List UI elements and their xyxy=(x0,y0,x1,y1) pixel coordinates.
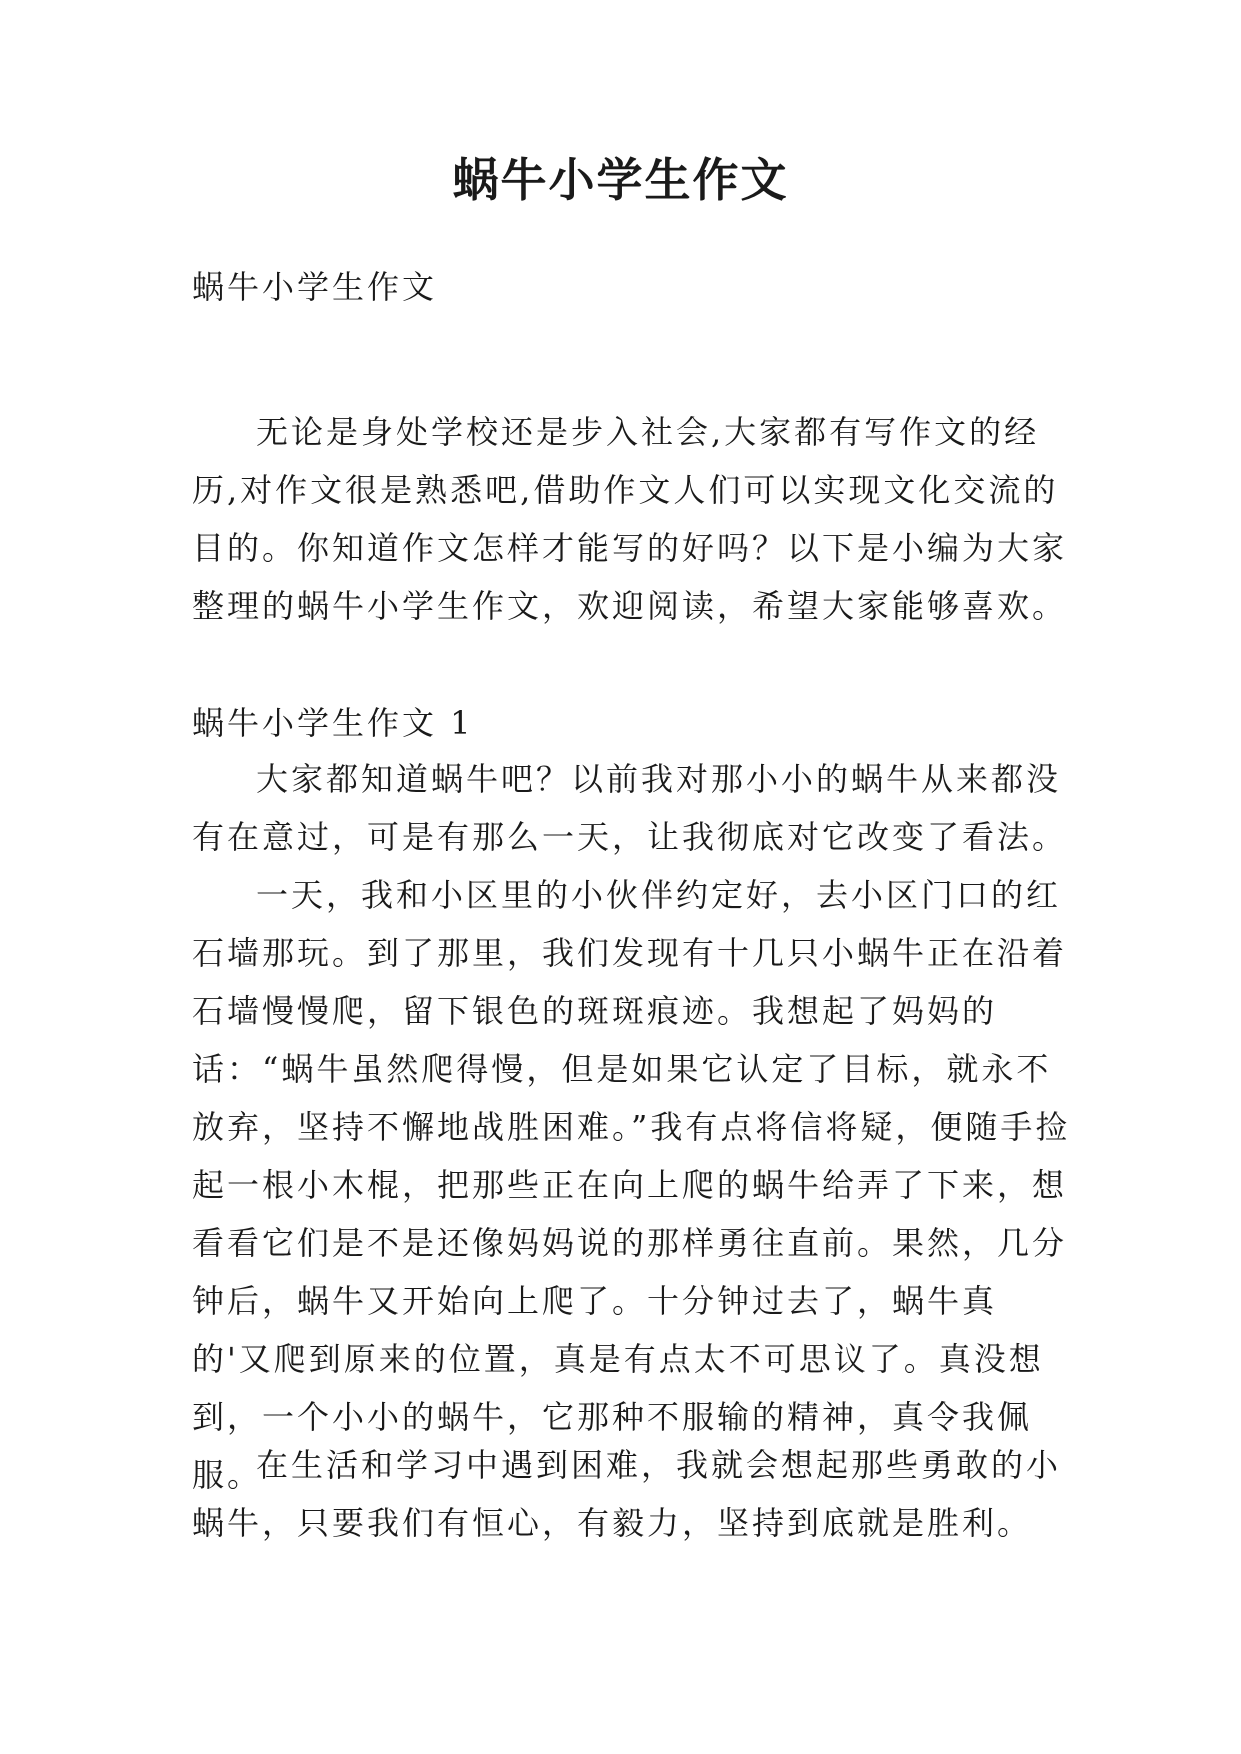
section-heading: 蜗牛小学生作文 1 xyxy=(192,704,474,742)
intro-paragraph: 无论是身处学校还是步入社会,大家都有写作文的经历,对作文很是熟悉吧,借助作文人们可以实现文化交流的目的。你知道作文怎样才能写的好吗？以下是小编为大家整理的蜗牛小学生作文，欢迎阅读，希望大家能够喜欢。 xyxy=(192,413,1068,625)
body-paragraph-1: 大家都知道蜗牛吧？以前我对那小小的蜗牛从来都没有在意过，可是有那么一天，让我彻底对它改变了看法。 xyxy=(192,760,1068,856)
document-title: 蜗牛小学生作文 xyxy=(452,153,789,207)
document-subtitle: 蜗牛小学生作文 xyxy=(192,268,438,306)
body-paragraph-2: 一天，我和小区里的小伙伴约定好，去小区门口的红石墙那玩。到了那里，我们发现有十几只小蜗牛正在沿着石墙慢慢爬，留下银色的斑斑痕迹。我想起了妈妈的话：“蜗牛虽然爬得慢，但是如果它认定了目标，就永不放弃，坚持不懈地战胜困难。”我有点将信将疑，便随手捡起一根小木棍，把那些正在向上爬的蜗牛给弄了下来，想看看它们是不是还像妈妈说的那样勇往直前。果然，几分钟后，蜗牛又开始向上爬了。十分钟过去了，蜗牛真的'又爬到原来的位置，真是有点太不可思议了。真没想到，一个小小的蜗牛，它那种不服输的精神，真令我佩服。 xyxy=(192,876,1071,1494)
body-paragraph-3: 在生活和学习中遇到困难，我就会想起那些勇敢的小蜗牛，只要我们有恒心，有毅力，坚持到底就是胜利。 xyxy=(192,1446,1062,1542)
